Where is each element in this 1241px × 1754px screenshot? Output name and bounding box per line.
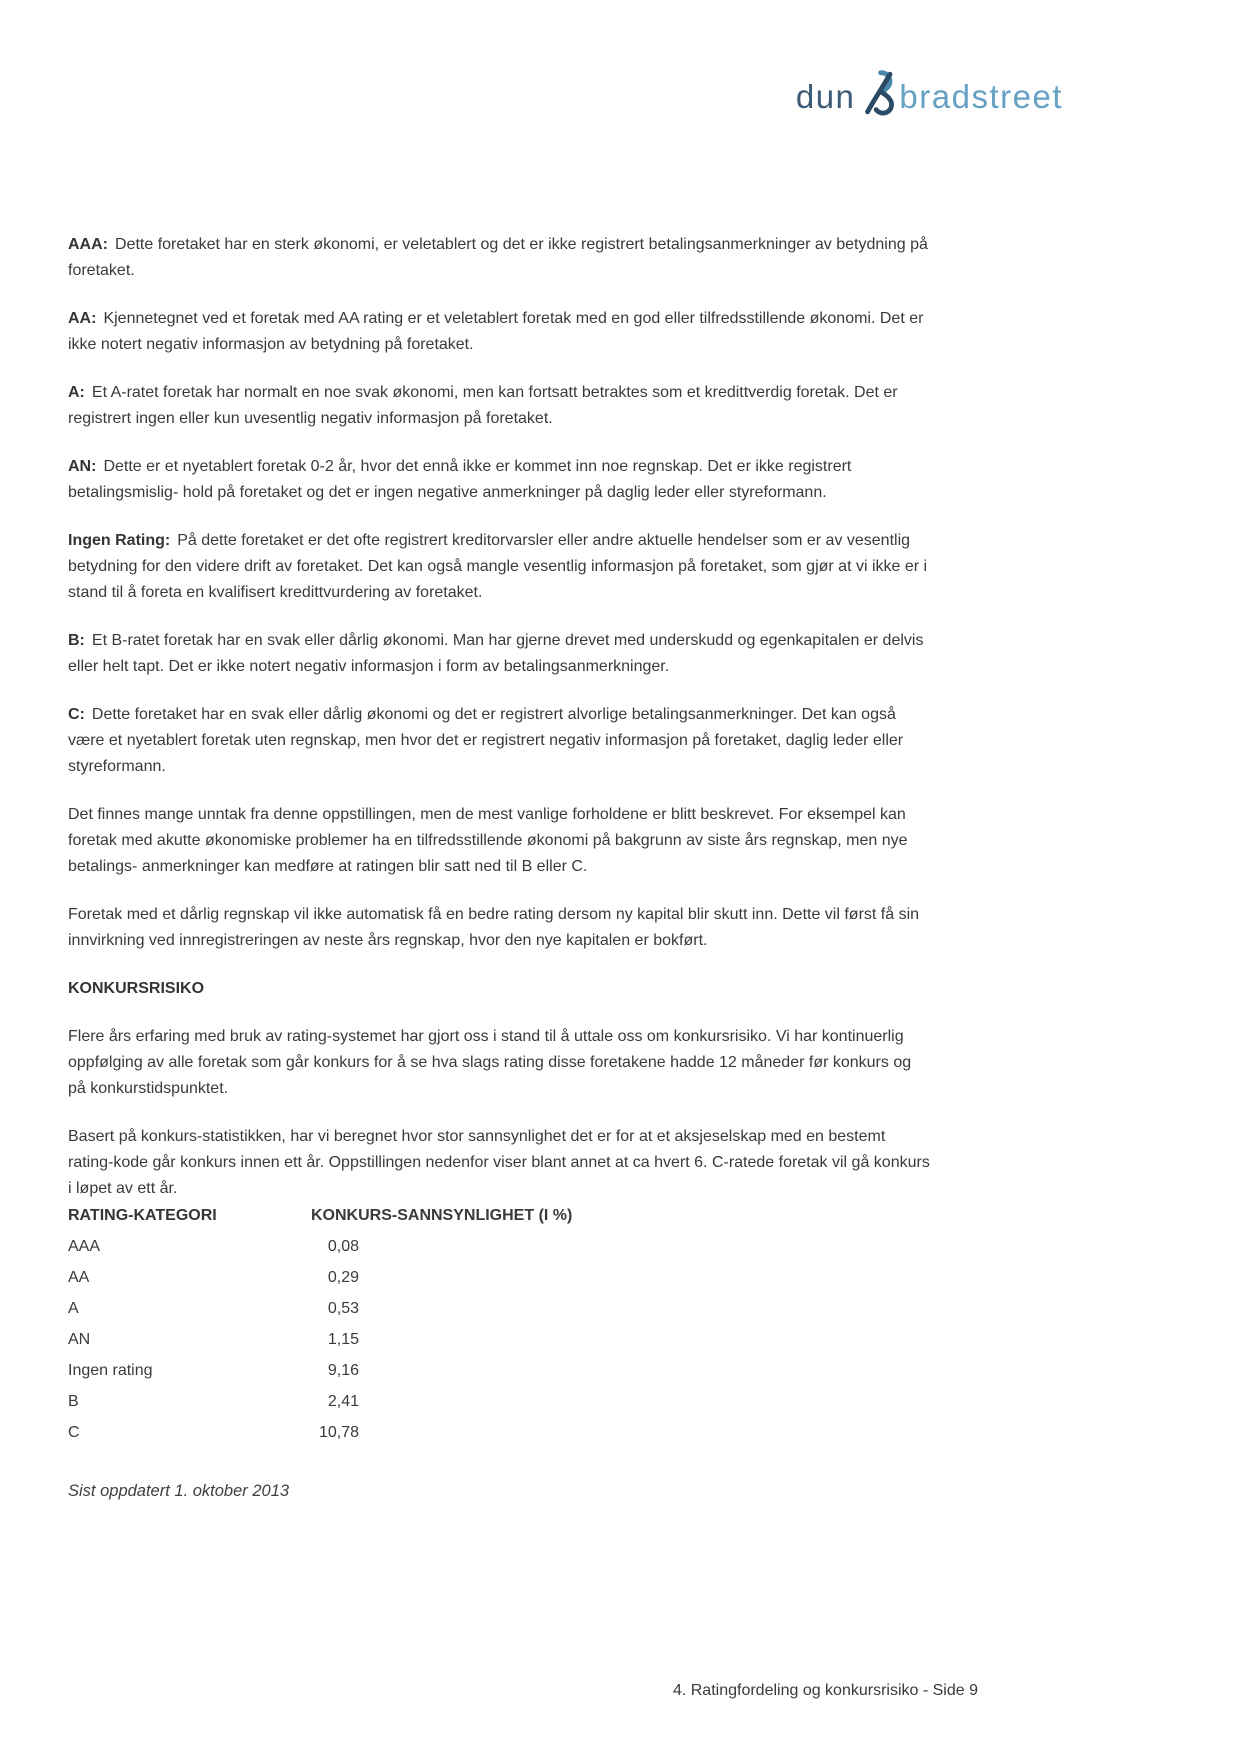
table-cell-probability: 1,15: [327, 1331, 359, 1348]
paragraph-aa: [68, 306, 932, 358]
table-cell-probability: 9,16: [327, 1362, 359, 1379]
table-row: [68, 1231, 668, 1262]
table-header-konkurs-sannsynlighet: KONKURS-SANNSYNLIGHET (I %): [311, 1207, 573, 1224]
table-cell-probability: 0,53: [327, 1300, 359, 1317]
rating-label-c: C:: [68, 706, 85, 723]
paragraph-aaa: [68, 232, 932, 284]
dun-bradstreet-logo: [796, 70, 1063, 123]
rating-label-an: AN:: [68, 458, 97, 475]
paragraph-ingen-rating: [68, 528, 932, 606]
table-cell-probability: 10,78: [318, 1424, 359, 1441]
table-cell-category: AN: [68, 1331, 91, 1348]
paragraph-new-capital: Foretak med et dårlig regnskap vil ikke automatisk få en bedre rating dersom ny kapital blir skutt inn. Dette vil først få sin innvirkning ved innregistreringen av neste års regnskap, hvor den nye kapitalen er bokført.: [68, 906, 920, 949]
last-updated-note: Sist oppdatert 1. oktober 2013: [68, 1482, 290, 1500]
table-row: [68, 1355, 668, 1386]
table-row: [68, 1417, 668, 1448]
paragraph-an-text: Dette er et nyetablert foretak 0-2 år, hvor det ennå ikke er kommet inn noe regnskap. Det er ikke registrert betalingsmislig- hold på foretaket og det er ingen negative anmerkninger på daglig leder eller styreformann.: [68, 458, 852, 501]
table-row: [68, 1386, 668, 1417]
paragraph-ingen-rating-text: På dette foretaket er det ofte registrert kreditorvarsler eller andre aktuelle hendelser som er av vesentlig betydning for den videre drift av foretaket. Det kan også mangle vesentlig informasjon på foretaket, som gjør at vi ikke er i stand til å foreta en kvalifisert kredittvurdering av foretaket.: [68, 532, 928, 601]
table-cell-probability: 0,08: [327, 1238, 359, 1255]
logo-text-dun: dun: [795, 77, 856, 115]
paragraph-b-text: Et B-ratet foretak har en svak eller dårlig økonomi. Man har gjerne drevet med underskudd og egenkapitalen er delvis eller helt tapt. Det er ikke notert negativ informasjon i form av betalingsanmerkninger.: [68, 632, 924, 675]
rating-probability-table: [68, 1200, 668, 1448]
paragraph-c: [68, 702, 932, 780]
rating-label-aaa: AAA:: [68, 236, 108, 253]
table-row: [68, 1293, 668, 1324]
table-cell-category: B: [68, 1393, 79, 1410]
paragraph-konkursrisiko-2: Basert på konkurs-statistikken, har vi beregnet hvor stor sannsynlighet det er for at et aksjeselskap med en bestemt rating-kode går konkurs innen ett år. Oppstillingen nedenfor viser blant annet at ca hvert 6. C-ratede foretak vil gå konkurs i løpet av ett år.: [68, 1128, 930, 1197]
page-footer: 4. Ratingfordeling og konkursrisiko - Side 9: [672, 1682, 978, 1699]
paragraph-exceptions: Det finnes mange unntak fra denne oppstillingen, men de mest vanlige forholdene er blitt beskrevet. For eksempel kan foretak med akutte økonomiske problemer ha en tilfredsstillende økonomi på bakgrunn av siste års regnskap, men nye betalings- anmerkninger kan medføre at ratingen blir satt ned til B eller C.: [68, 806, 908, 875]
table-cell-category: AA: [68, 1269, 90, 1286]
table-header-rating-kategori: RATING-KATEGORI: [68, 1207, 217, 1224]
table-cell-probability: 2,41: [327, 1393, 359, 1410]
table-cell-category: A: [68, 1300, 79, 1317]
ampersand-icon: [855, 70, 899, 123]
rating-label-b: B:: [68, 632, 85, 649]
table-row: [68, 1324, 668, 1355]
table-cell-probability: 0,29: [327, 1269, 359, 1286]
paragraph-aaa-text: Dette foretaket har en sterk økonomi, er veletablert og det er ikke registrert betalingsanmerkninger av betydning på foretaket.: [68, 236, 928, 279]
logo-text-bradstreet: bradstreet: [899, 77, 1063, 115]
table-header-row: [68, 1200, 668, 1231]
paragraph-a: [68, 380, 932, 432]
table-cell-category: Ingen rating: [68, 1362, 153, 1379]
paragraph-a-text: Et A-ratet foretak har normalt en noe svak økonomi, men kan fortsatt betraktes som et kredittverdig foretak. Det er registrert ingen eller kun uvesentlig negativ informasjon på foretaket.: [68, 384, 898, 427]
table-row: [68, 1262, 668, 1293]
paragraph-konkursrisiko-1: Flere års erfaring med bruk av rating-systemet har gjort oss i stand til å uttale oss om konkursrisiko. Vi har kontinuerlig oppfølging av alle foretak som går konkurs for å se hva slags rating disse foretakene hadde 12 måneder før konkurs og på konkurstidspunktet.: [68, 1028, 912, 1097]
rating-label-ingen-rating: Ingen Rating:: [68, 532, 171, 549]
paragraph-aa-text: Kjennetegnet ved et foretak med AA rating er et veletablert foretak med en god eller tilfredsstillende økonomi. Det er ikke notert negativ informasjon av betydning på foretaket.: [68, 310, 924, 353]
rating-label-a: A:: [68, 384, 85, 401]
table-cell-category: AAA: [68, 1238, 101, 1255]
paragraph-b: [68, 628, 932, 680]
document-body: [68, 232, 932, 1224]
table-cell-category: C: [68, 1424, 80, 1441]
rating-label-aa: AA:: [68, 310, 97, 327]
paragraph-an: [68, 454, 932, 506]
paragraph-c-text: Dette foretaket har en svak eller dårlig økonomi og det er registrert alvorlige betalingsanmerkninger. Det kan også være et nyetablert foretak uten regnskap, men hvor det er registrert negativ informasjon på foretaket, daglig leder eller styreformann.: [68, 706, 904, 775]
section-heading-konkursrisiko: KONKURSRISIKO: [68, 980, 205, 997]
